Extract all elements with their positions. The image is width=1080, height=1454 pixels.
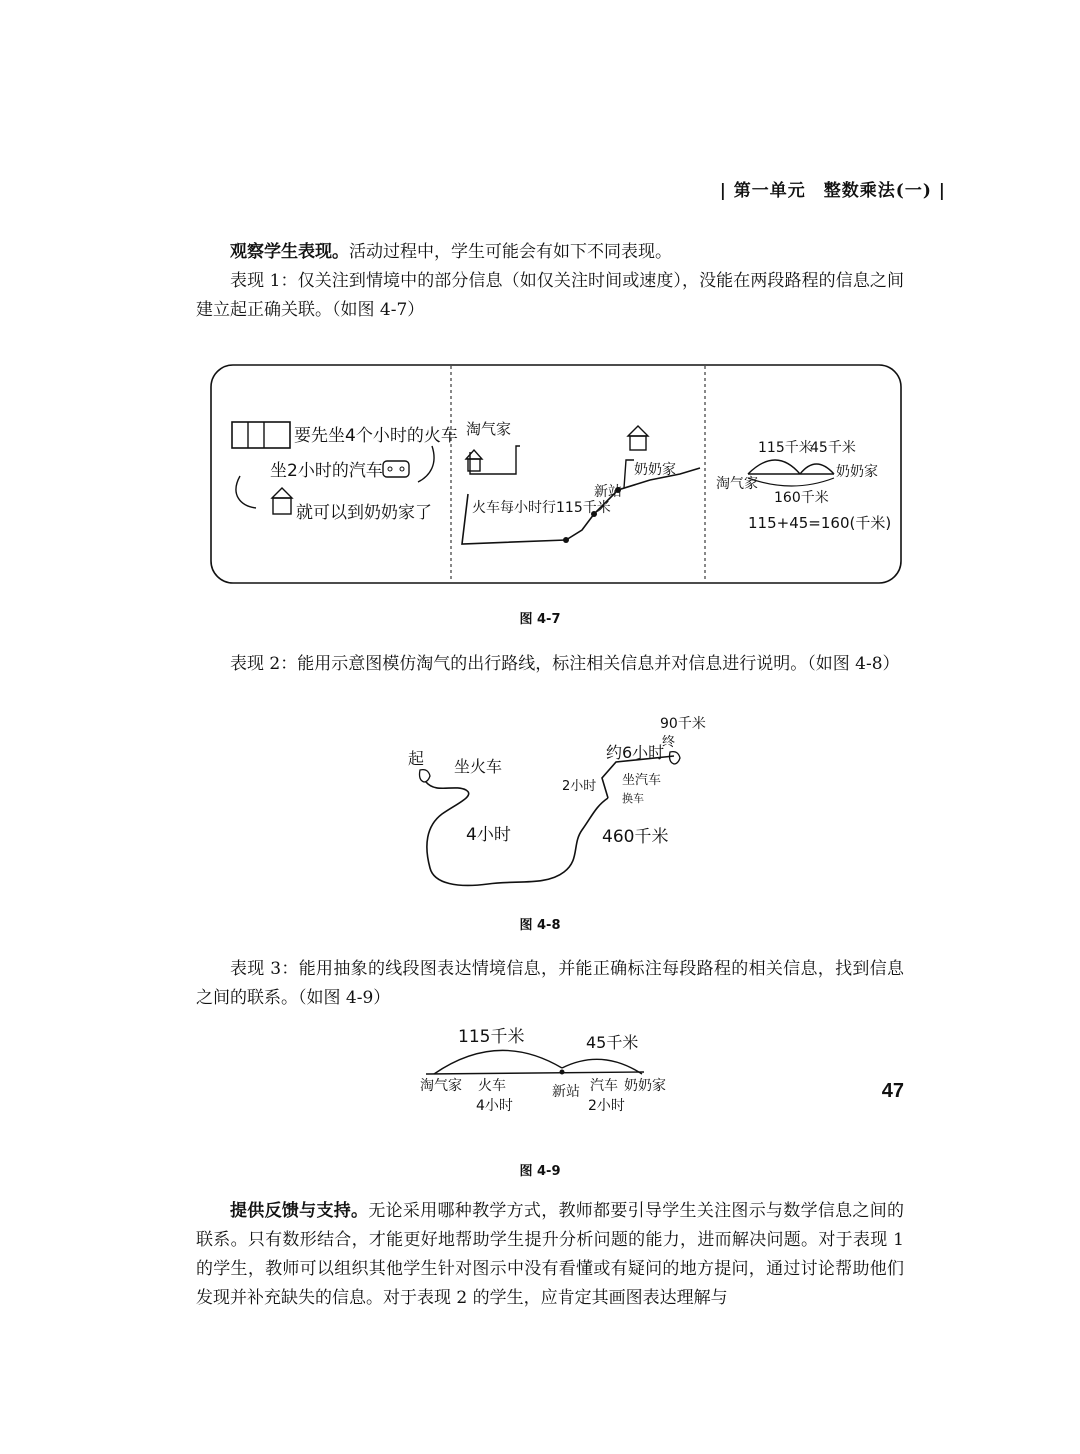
fig49-train: 火车 <box>478 1078 506 1094</box>
observe-lead: 观察学生表现。 <box>230 242 349 262</box>
panel-1-arrow-2 <box>236 476 256 508</box>
fig49-start: 淘气家 <box>420 1078 462 1094</box>
performance-1-text: 仅关注到情境中的部分信息（如仅关注时间或速度），没能在两段路程的信息之间建立起正确关联。（如图 4-7） <box>196 271 904 320</box>
fig48-distance-460: 460千米 <box>602 827 669 847</box>
caption-4-7: 图 4-7 <box>519 612 561 627</box>
panel-3-equation: 115+45=160(千米) <box>748 514 892 532</box>
fig48-train: 坐火车 <box>454 757 503 776</box>
fig49-bus: 汽车 <box>590 1078 618 1094</box>
fig49-line <box>426 1072 644 1074</box>
fig49-bus-time: 2小时 <box>588 1098 625 1114</box>
panel-2-start: 淘气家 <box>466 420 512 438</box>
panel-2-route-top <box>470 446 520 474</box>
panel-1-train-icon <box>232 422 290 448</box>
panel-2-home-icon <box>466 450 482 471</box>
fig49-arc-1 <box>434 1050 562 1074</box>
panel-3-seg2: 45千米 <box>810 440 856 456</box>
running-title: | 第一单元 整数乘法(一) | <box>719 181 946 201</box>
performance-2-text: 能用示意图模仿淘气的出行路线，标注相关信息并对信息进行说明。（如图 4-8） <box>297 654 900 674</box>
panel-3-total: 160千米 <box>774 490 829 506</box>
figure-4-7 <box>210 364 902 584</box>
fig49-station: 新站 <box>552 1084 580 1100</box>
fig49-node <box>560 1070 565 1075</box>
fig48-about-six: 约6小时 <box>606 743 665 762</box>
paragraph-performance-2 <box>196 650 904 679</box>
panel-3-seg1: 115千米 <box>758 440 813 456</box>
panel-1-line-2: 坐2小时的汽车 <box>270 461 383 481</box>
panel-1-line-1: 要先坐4个小时的火车 <box>294 426 458 446</box>
panel-2-station: 新站 <box>594 484 622 500</box>
panel-3-total-brace <box>748 478 834 486</box>
fig48-start-pin-icon <box>420 770 431 782</box>
fig48-route <box>426 782 608 885</box>
fig48-transfer: 换车 <box>622 792 644 805</box>
panel-2-end: 奶奶家 <box>634 462 676 478</box>
panel-2-node-1 <box>563 537 569 543</box>
panel-1-bus-icon <box>383 461 409 477</box>
fig48-end-pin-icon <box>670 752 681 764</box>
caption-4-9: 图 4-9 <box>519 1164 561 1179</box>
panel-1-house-icon <box>272 488 292 514</box>
figure-4-8 <box>396 706 716 898</box>
panel-3-start: 淘气家 <box>716 476 758 492</box>
figure-4-9 <box>412 1018 682 1142</box>
caption-4-8: 图 4-8 <box>519 918 561 933</box>
observe-text: 活动过程中，学生可能会有如下不同表现。 <box>349 242 672 262</box>
paragraph-performance-1 <box>196 267 904 325</box>
paragraph-feedback <box>196 1197 904 1313</box>
fig48-end: 终 <box>662 735 676 750</box>
fig48-two-hours: 2小时 <box>562 779 597 794</box>
performance-2-label: 表现 2： <box>230 654 298 674</box>
fig48-distance-90: 90千米 <box>660 716 706 732</box>
fig49-end: 奶奶家 <box>624 1078 666 1094</box>
performance-3-label: 表现 3： <box>230 959 299 979</box>
panel-2-route-end <box>624 460 634 488</box>
fig49-seg1: 115千米 <box>458 1027 525 1047</box>
panel-3-arc-2 <box>800 464 834 474</box>
performance-3-text: 能用抽象的线段图表达情境信息，并能正确标注每段路程的相关信息，找到信息之间的联系。（如图 4-9） <box>196 959 904 1008</box>
fig49-seg2: 45千米 <box>586 1033 639 1052</box>
fig49-train-time: 4小时 <box>476 1098 513 1114</box>
feedback-lead: 提供反馈与支持。 <box>230 1201 369 1221</box>
paragraph-observe <box>196 238 904 267</box>
panel-1-arrow-1 <box>418 446 434 482</box>
fig48-four-hours: 4小时 <box>466 825 511 845</box>
fig48-start: 起 <box>408 749 425 768</box>
panel-2-train: 火车每小时行115千米 <box>472 500 611 516</box>
page-number: 47 <box>881 1080 904 1102</box>
panel-1-line-3: 就可以到奶奶家了 <box>296 503 432 523</box>
panel-3-arc-1 <box>748 460 800 474</box>
performance-1-label: 表现 1： <box>230 271 298 291</box>
panel-2-grandma-house-icon <box>628 426 648 450</box>
panel-3-end: 奶奶家 <box>836 464 878 480</box>
feedback-text: 无论采用哪种教学方式，教师都要引导学生关注图示与数学信息之间的联系。只有数形结合，才能更好地帮助学生提升分析问题的能力，进而解决问题。对于表现 1 的学生，教师可以组织其他学生针对图示中没有看懂或有疑问的地方提问，通过讨论帮助他们发现并补充缺失的信息。对于表现 2 的学生，应肯定其画图表达理解与 <box>196 1201 905 1308</box>
fig48-bus: 坐汽车 <box>622 773 662 788</box>
paragraph-performance-3 <box>196 955 904 1013</box>
